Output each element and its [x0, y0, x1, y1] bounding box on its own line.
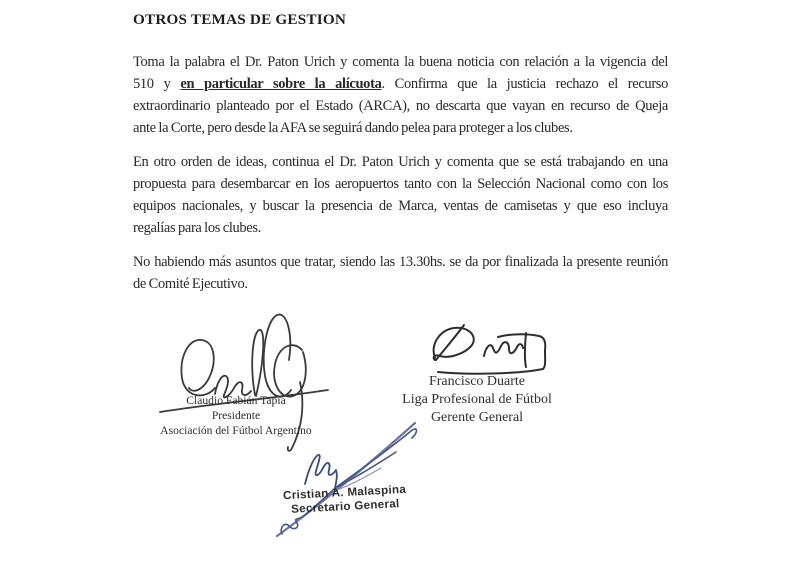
body-paragraph [133, 251, 668, 295]
body-paragraph [133, 151, 668, 239]
paragraph-line [133, 51, 668, 73]
president-name: Claudio Fabián Tapia [186, 394, 286, 407]
document-text-block [133, 10, 668, 307]
text-segment: extraordinario planteado por el Estado (ARCA), no descarta que vayan en recurso de Queja [133, 98, 668, 114]
text-segment: En otro orden de ideas, continua el Dr. Paton Urich y comenta que se está trabajando en una [133, 154, 668, 170]
general-manager-name: Francisco Duarte [428, 374, 526, 389]
document-body [133, 51, 668, 295]
text-segment: Toma la palabra el Dr. Paton Urich y comenta la buena noticia con relación a la vigencia del [133, 54, 668, 70]
paragraph-line [133, 173, 668, 195]
text-segment: de Comité Ejecutivo. [133, 276, 248, 292]
president-title: Presidente [211, 409, 261, 423]
secretary-name: Cristian A. Malaspina [282, 482, 407, 503]
paragraph-line [133, 251, 668, 273]
paragraph-line [133, 217, 668, 239]
text-segment: regalías para los clubes. [133, 220, 261, 236]
body-paragraph [133, 51, 668, 139]
paragraph-line [133, 73, 668, 95]
page-title: OTROS TEMAS DE GESTION [133, 11, 347, 28]
text-segment: equipos nacionales, y buscar la presencia de Marca, ventas de camisetas y que eso incluya [133, 198, 668, 214]
secretary-title: Secretario General [290, 497, 400, 516]
paragraph-line [133, 117, 668, 139]
general-manager-organization: Liga Profesional de Fútbol [402, 392, 552, 407]
general-manager-title: Gerente General [430, 410, 524, 425]
president-organization: Asociación del Fútbol Argentino [160, 424, 312, 438]
text-segment: . Confirma que la justicia rechazo el recurso [381, 76, 668, 92]
paragraph-line [133, 151, 668, 173]
paragraph-line [133, 95, 668, 117]
paragraph-line [133, 195, 668, 217]
paragraph-line [133, 273, 668, 295]
text-segment: No habiendo más asuntos que tratar, siendo las 13.30hs. se da por finalizada la presente reunión [133, 254, 668, 270]
text-segment: 510 y [133, 76, 181, 92]
text-segment: propuesta para desembarcar en los aeropuertos tanto con la Selección Nacional como con los [133, 176, 668, 192]
text-segment: ante la Corte, pero desde la AFA se seguirá dando pelea para proteger a los clubes. [133, 120, 573, 136]
emphasized-text: en particular sobre la alícuota [180, 76, 382, 92]
